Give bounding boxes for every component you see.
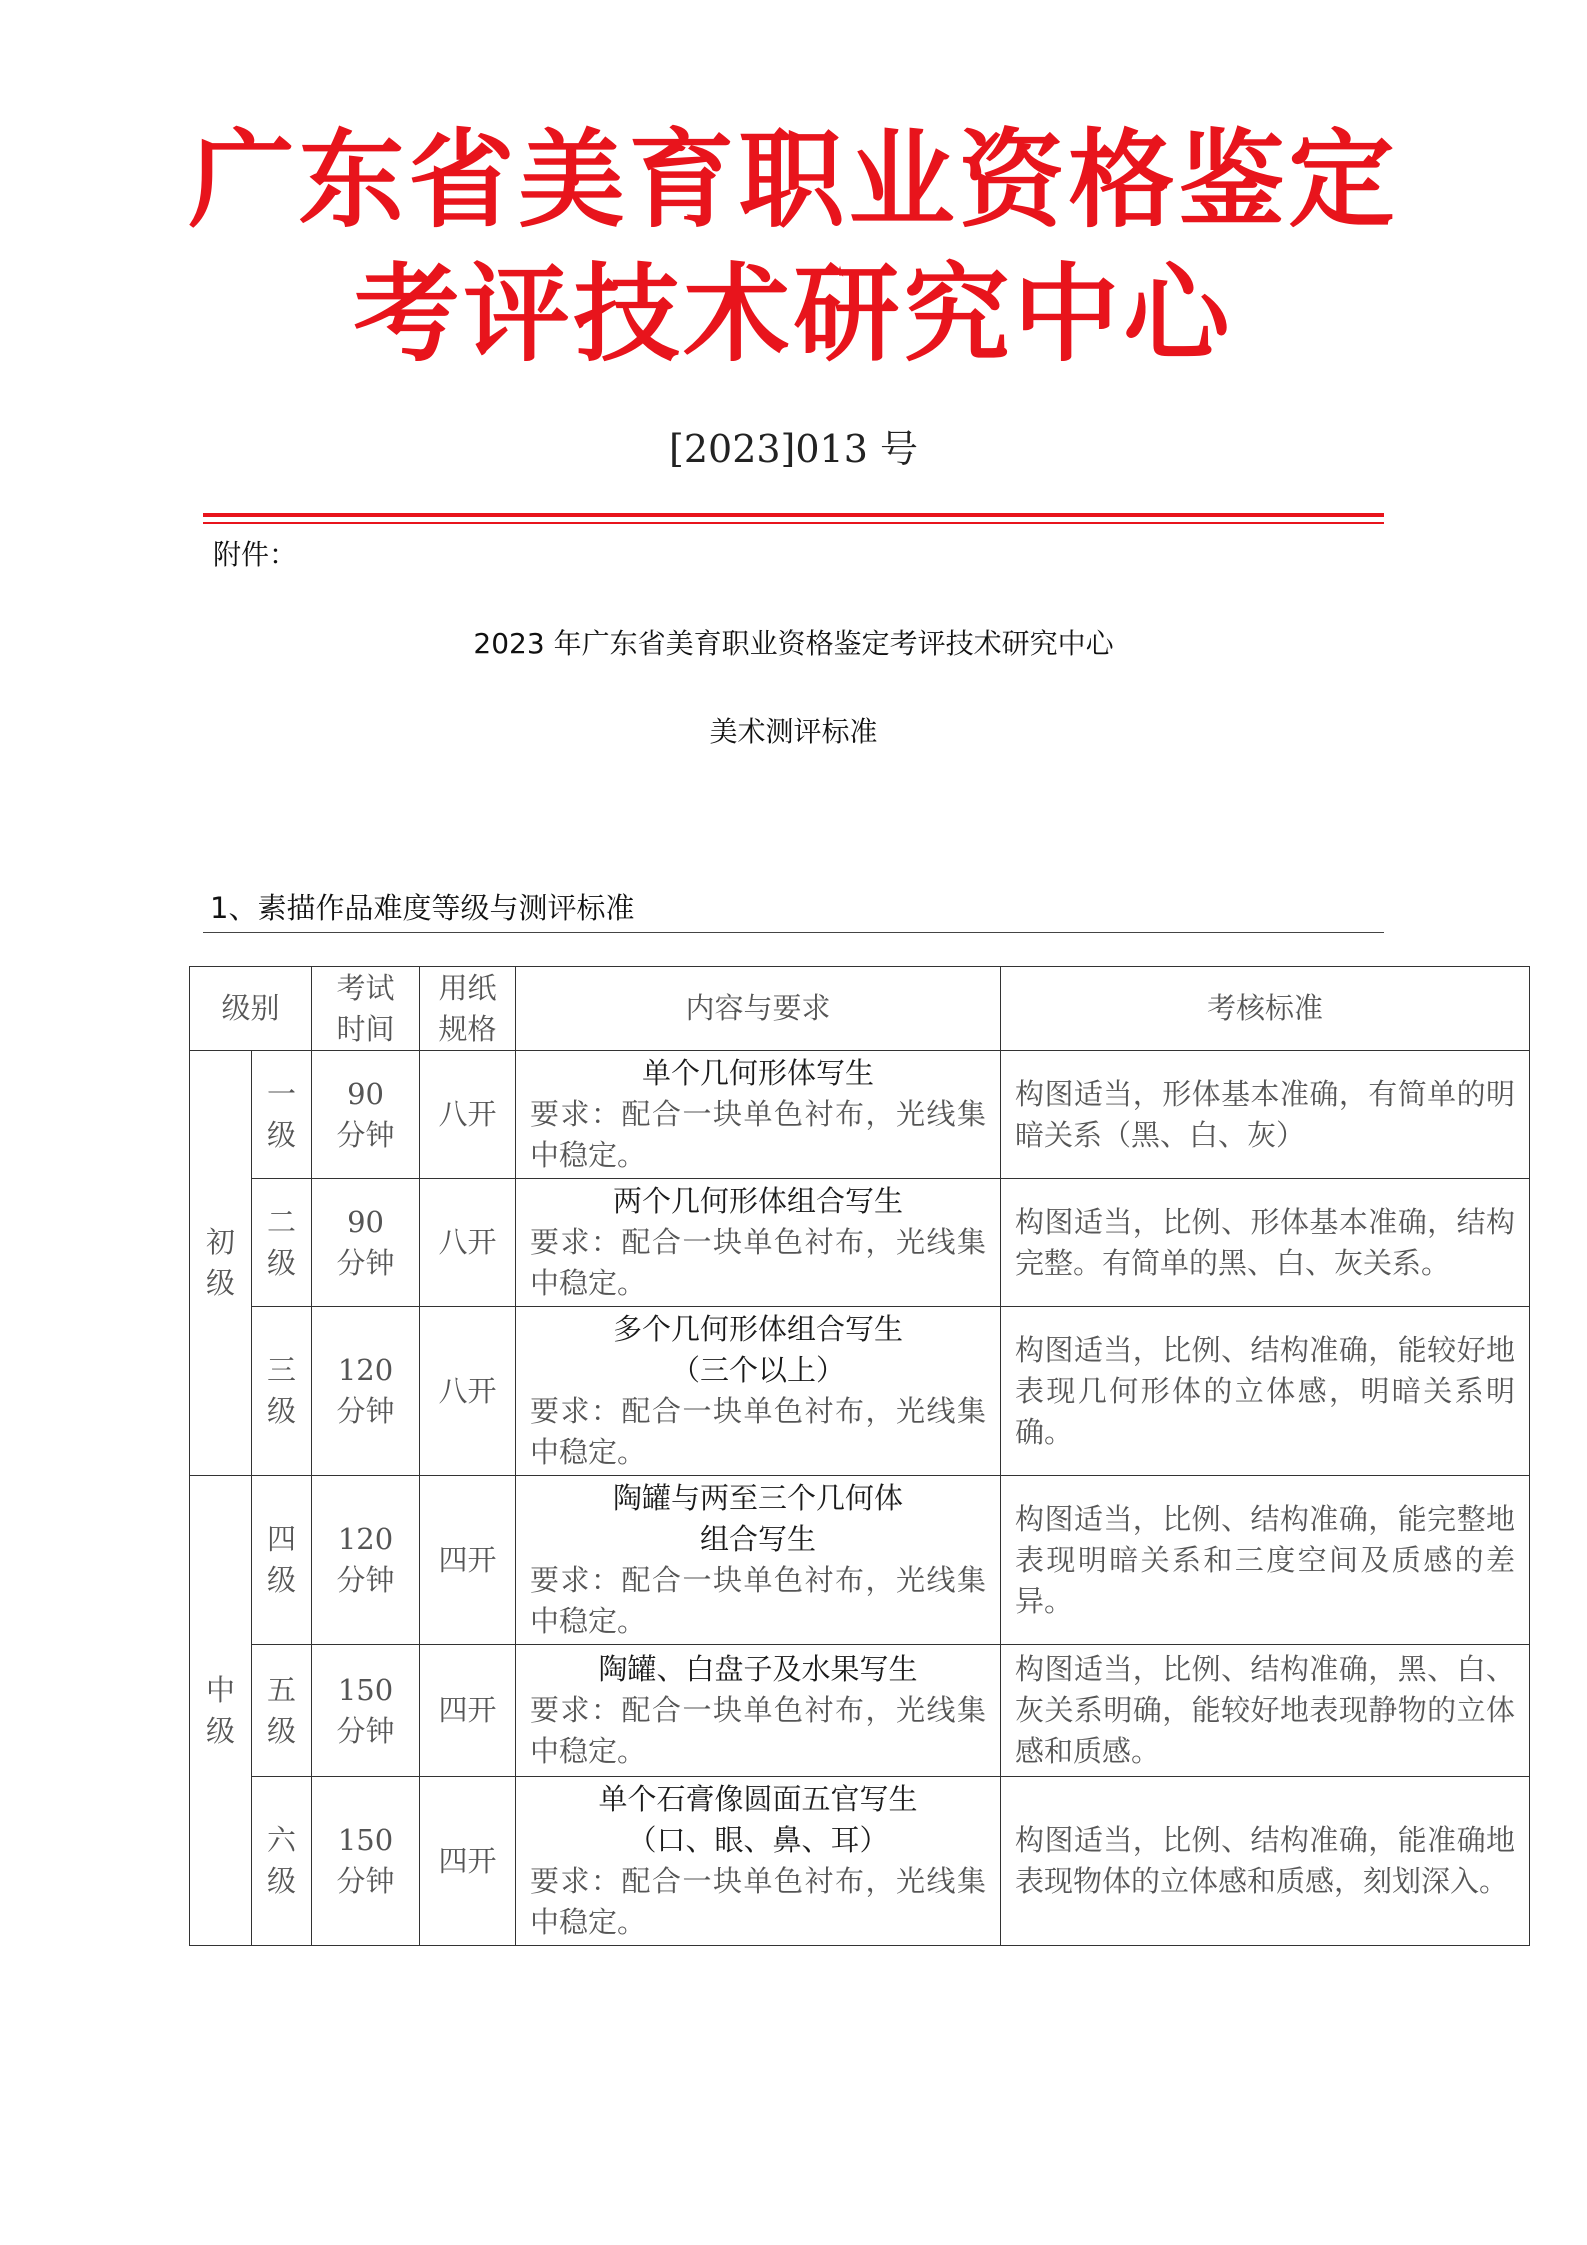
header-paper: 用纸规格 bbox=[420, 967, 516, 1051]
paper-cell: 四开 bbox=[420, 1777, 516, 1946]
content-cell bbox=[516, 1307, 1001, 1476]
document-title-line1: 2023 年广东省美育职业资格鉴定考评技术研究中心 bbox=[473, 627, 1114, 660]
standard-cell: 构图适当，比例、结构准确，能完整地表现明暗关系和三度空间及质感的差异。 bbox=[1001, 1476, 1530, 1645]
time-cell bbox=[312, 1476, 420, 1645]
time-unit: 分钟 bbox=[336, 1245, 395, 1280]
time-cell bbox=[312, 1051, 420, 1179]
assessment-standards-table bbox=[189, 966, 1530, 1946]
content-title: 单个石膏像圆面五官写生 bbox=[598, 1782, 918, 1816]
content-requirement: 要求：配合一块单色衬布，光线集中稳定。 bbox=[530, 1693, 987, 1768]
grade-cell: 六级 bbox=[252, 1777, 312, 1946]
section-heading: 1、素描作品难度等级与测评标准 bbox=[210, 891, 635, 925]
paper-cell: 四开 bbox=[420, 1645, 516, 1777]
content-cell bbox=[516, 1051, 1001, 1179]
org-name-line1: 广东省美育职业资格鉴定 bbox=[188, 119, 1399, 242]
content-title: 陶罐、白盘子及水果写生 bbox=[598, 1652, 918, 1686]
attachment-label: 附件： bbox=[213, 538, 298, 571]
time-value: 120 bbox=[337, 1522, 394, 1556]
grade-cell: 五级 bbox=[252, 1645, 312, 1777]
time-unit: 分钟 bbox=[336, 1394, 395, 1428]
standard-cell: 构图适当，比例、结构准确，能准确地表现物体的立体感和质感，刻划深入。 bbox=[1001, 1777, 1530, 1946]
time-value: 90 bbox=[347, 1204, 384, 1239]
content-title-line2: （口、眼、鼻、耳） bbox=[627, 1823, 889, 1857]
time-unit: 分钟 bbox=[336, 1713, 395, 1748]
table-row bbox=[190, 1051, 1530, 1179]
paper-cell: 八开 bbox=[420, 1307, 516, 1476]
standard-cell: 构图适当，比例、结构准确，黑、白、灰关系明确，能较好地表现静物的立体感和质感。 bbox=[1001, 1645, 1530, 1777]
grade-cell: 四级 bbox=[252, 1476, 312, 1645]
group-cell-intermediate: 中级 bbox=[190, 1476, 252, 1946]
time-unit: 分钟 bbox=[336, 1117, 395, 1152]
content-cell bbox=[516, 1777, 1001, 1946]
document-number: [2023]013 号 bbox=[669, 427, 918, 471]
content-title-line2: （三个以上） bbox=[671, 1353, 846, 1387]
table-row bbox=[190, 1645, 1530, 1777]
time-cell bbox=[312, 1179, 420, 1307]
paper-cell: 八开 bbox=[420, 1051, 516, 1179]
table-row bbox=[190, 1179, 1530, 1307]
group-cell-primary: 初级 bbox=[190, 1051, 252, 1476]
table-row bbox=[190, 1476, 1530, 1645]
time-value: 120 bbox=[337, 1353, 394, 1387]
grade-cell: 二级 bbox=[252, 1179, 312, 1307]
paper-cell: 八开 bbox=[420, 1179, 516, 1307]
time-value: 150 bbox=[337, 1823, 394, 1857]
content-requirement: 要求：配合一块单色衬布，光线集中稳定。 bbox=[530, 1097, 987, 1172]
time-cell bbox=[312, 1307, 420, 1476]
time-value: 90 bbox=[347, 1076, 384, 1111]
grade-cell: 三级 bbox=[252, 1307, 312, 1476]
document-title-line2: 美术测评标准 bbox=[709, 715, 878, 748]
section-divider bbox=[203, 932, 1384, 933]
content-requirement: 要求：配合一块单色衬布，光线集中稳定。 bbox=[530, 1225, 987, 1300]
content-cell bbox=[516, 1476, 1001, 1645]
time-unit: 分钟 bbox=[336, 1563, 395, 1597]
content-cell bbox=[516, 1179, 1001, 1307]
table-row bbox=[190, 1777, 1530, 1946]
content-title: 多个几何形体组合写生 bbox=[613, 1312, 904, 1346]
content-requirement: 要求：配合一块单色衬布，光线集中稳定。 bbox=[530, 1864, 987, 1939]
header-content: 内容与要求 bbox=[516, 967, 1001, 1051]
standard-cell: 构图适当，比例、形体基本准确，结构完整。有简单的黑、白、灰关系。 bbox=[1001, 1179, 1530, 1307]
content-requirement: 要求：配合一块单色衬布，光线集中稳定。 bbox=[530, 1394, 987, 1469]
red-header-rule-thin bbox=[203, 522, 1384, 524]
content-title: 单个几何形体写生 bbox=[642, 1056, 875, 1090]
header-time: 考试时间 bbox=[312, 967, 420, 1051]
org-name-line2: 考评技术研究中心 bbox=[353, 253, 1234, 376]
standard-cell: 构图适当，形体基本准确，有简单的明暗关系（黑、白、灰） bbox=[1001, 1051, 1530, 1179]
header-level: 级别 bbox=[190, 967, 312, 1051]
red-header-rule-thick bbox=[203, 513, 1384, 517]
table-header-row bbox=[190, 967, 1530, 1051]
header-standard: 考核标准 bbox=[1001, 967, 1530, 1051]
time-cell bbox=[312, 1645, 420, 1777]
grade-cell: 一级 bbox=[252, 1051, 312, 1179]
time-cell bbox=[312, 1777, 420, 1946]
content-title: 陶罐与两至三个几何体 bbox=[613, 1481, 904, 1515]
paper-cell: 四开 bbox=[420, 1476, 516, 1645]
standard-cell: 构图适当，比例、结构准确，能较好地表现几何形体的立体感，明暗关系明确。 bbox=[1001, 1307, 1530, 1476]
table-row bbox=[190, 1307, 1530, 1476]
content-requirement: 要求：配合一块单色衬布，光线集中稳定。 bbox=[530, 1563, 987, 1638]
time-value: 150 bbox=[337, 1672, 394, 1707]
time-unit: 分钟 bbox=[336, 1864, 395, 1898]
content-cell bbox=[516, 1645, 1001, 1777]
content-title-line2: 组合写生 bbox=[700, 1522, 817, 1556]
content-title: 两个几何形体组合写生 bbox=[613, 1184, 904, 1218]
